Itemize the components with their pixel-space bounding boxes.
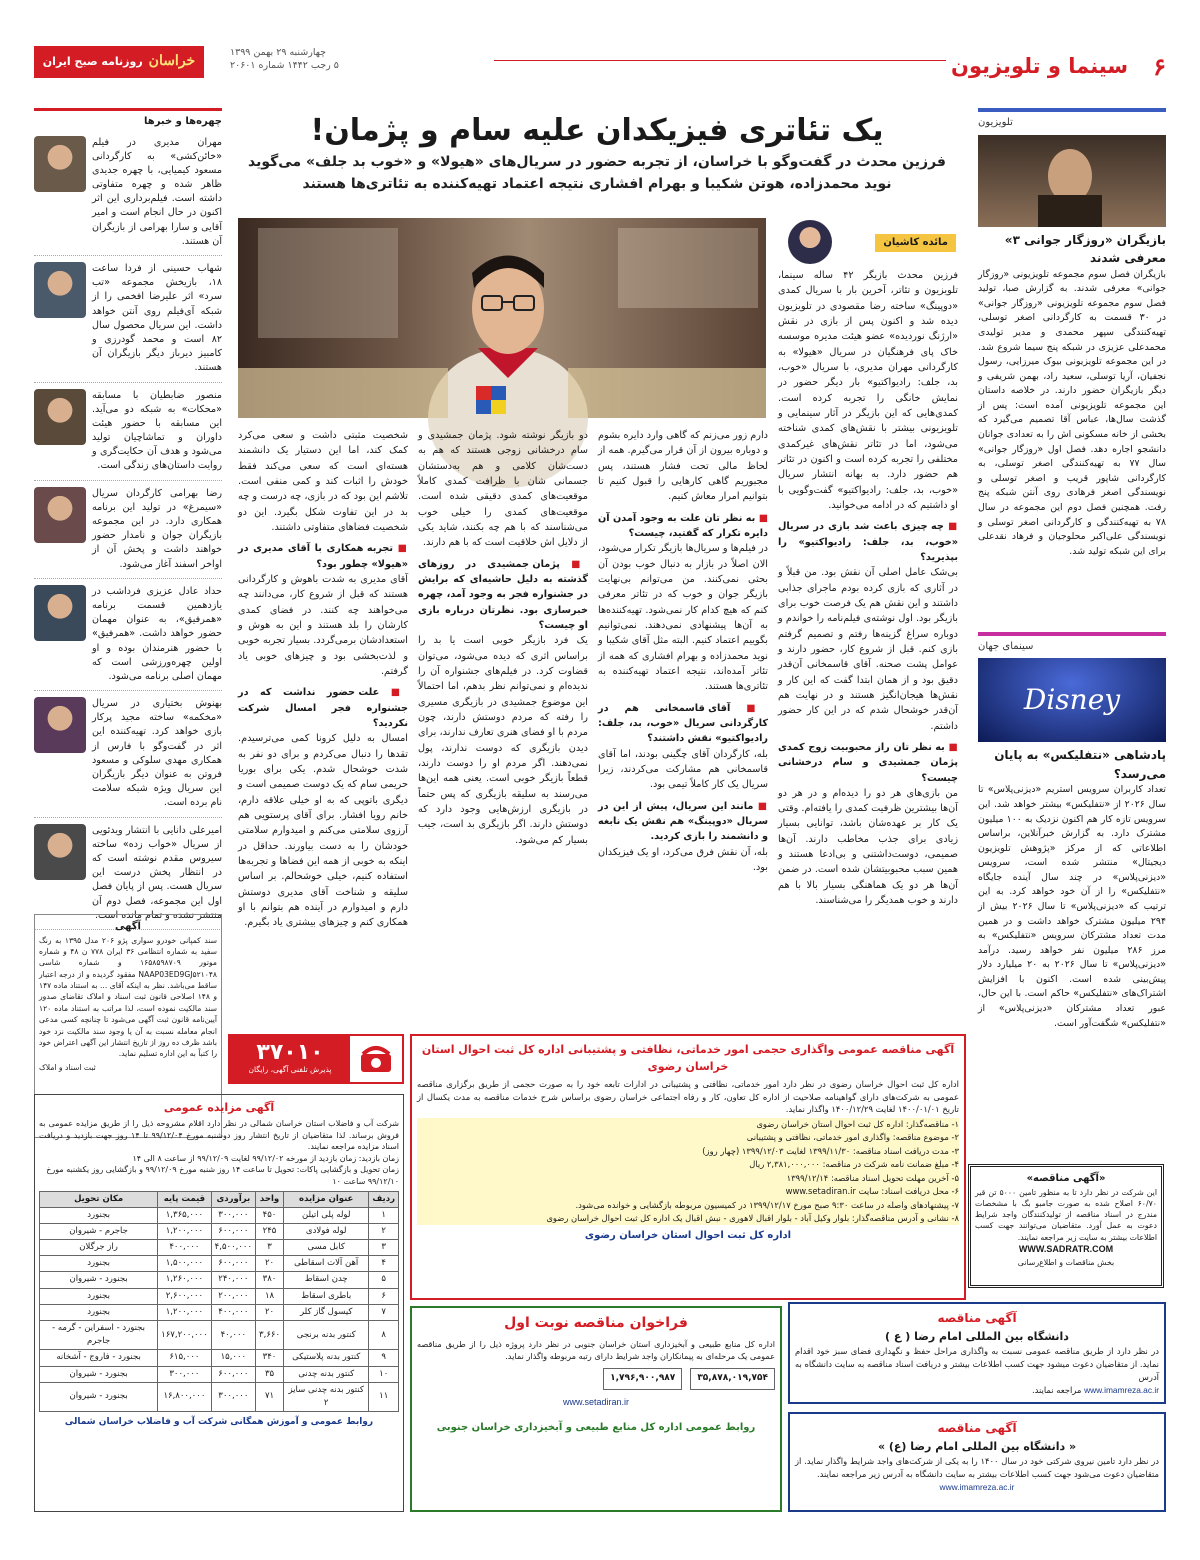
question-5: ■ مانند این سریال، پیش از این در سریال «دوپینگ» هم نقش یک نابغه و دانشمند را بازی کردید.	[598, 799, 768, 845]
author-avatar	[788, 220, 832, 264]
tender-item: ۵- آخرین مهلت تحویل اسناد مناقصه: ۱۳۹۹/۱۲/۱۴	[786, 1172, 959, 1183]
auction-visit: زمان بازدید: زمان بازدید از مورخه ۹۹/۱۲/۰۲ لغایت ۹۹/۱۲/۰۹ از ساعت ۸ الی ۱۴	[132, 1153, 399, 1163]
col3-text: دو بازیگر نوشته شود. پژمان جمشیدی و سام درخشانی زوجی هستند که هم به دست‌شان کلامی و هم به‌دستشان جسمانی شان با ظرافت کمدی کاملاً موقعیت‌های کمدی دقیقی شده است. موقعیت‌های کمدی را خیلی خوب می‌شناسند که با هم چه بکنند، شاید یکی از دلایل اش خلاقیت است که با هم دارند.	[418, 430, 588, 549]
lead-line-1: فرزین محدث در گفت‌وگو با خراسان، از تجربه حضور در سریال‌های «هیولا» و «خوب بد جلف» می‌گوید	[248, 154, 946, 170]
table-cell: ۲,۶۰۰,۰۰۰	[158, 1288, 212, 1304]
south-tender-amount-1: ۳۵,۸۷۸,۰۱۹,۷۵۴	[690, 1368, 775, 1390]
news-item	[34, 262, 222, 383]
table-cell: بجنورد - اسفراین - گرمه - جاجرم	[40, 1320, 158, 1349]
table-cell: ۱۸	[256, 1288, 284, 1304]
sidebar-heading: چهره‌ها و خبرها	[34, 108, 222, 130]
table-row	[40, 1288, 399, 1304]
auction-footer: روابط عمومی و آموزش همگانی شرکت آب و فاضلاب خراسان شمالی	[64, 1417, 374, 1428]
table-cell: لوله پلی اتیلن	[284, 1207, 369, 1223]
article-column-3	[418, 428, 588, 1008]
news-item-text: امیرعلی دانایی با انتشار ویدئویی از سریال «خواب زده» ساخته سیروس مقدم نوشته است که در انتظار پخش درست این سریال هست. پس از پایان فصل اول این مجموعه، فصل دوم آن منتشر نشده و تمام مانده است.	[92, 824, 222, 921]
table-cell: بجنورد	[40, 1207, 158, 1223]
world-cinema-title: پادشاهی «نتفلیکس» به پایان می‌رسد؟	[994, 748, 1166, 781]
table-cell: بجنورد	[40, 1256, 158, 1272]
university-tender-2	[788, 1412, 1166, 1512]
table-cell: کنتور بدنه برنجی	[284, 1320, 369, 1349]
table-cell: ۳۰۰,۰۰۰	[158, 1366, 212, 1382]
disney-logo-image	[978, 658, 1166, 742]
table-cell: ۱۵,۰۰۰	[211, 1350, 255, 1366]
question-1: ■ چه چیزی باعث شد بازی در سریال «خوب، بد، جلف: رادیواکتیو» را بپذیرید؟	[778, 519, 958, 565]
news-item-text: شهاب حسینی از فردا ساعت ۱۸، بازیخش مجموعه «تب سرد» اثر علیرضا افخمی را از شبکه آی‌فیلم روی آنتن خواهد داشت. این سریال محصول سال ۸۲ است و محمد گودرزی و کامبیز دیرباز دیگر بازیگران آن هستند.	[92, 263, 222, 374]
table-cell: بجنورد - شیروان	[40, 1382, 158, 1411]
question-6: ■ پژمان جمشیدی در روزهای گذشته به دلیل حاشیه‌ای که برایش در جشنواره فجر به وجود آمد، چهره خبرسازی بود. نظرتان درباره بازی او چیست؟	[418, 557, 588, 634]
table-cell: کابل مسی	[284, 1240, 369, 1256]
author-name: مائده کاشیان	[875, 234, 956, 252]
tv-news-text: بازیگران فصل سوم مجموعه تلویزیونی «روزگار جوانی» معرفی شدند. به گزارش صبا، تولید فصل سوم مجموعه تلویزیونی «روزگار جوانی» در ۳۰ قسمت به کارگردانی اصغر توسلی، تهیه‌کنندگی سپهر محمدی و مدیر تولیدی محمدعلی عزیزی در شبکه پنج سیما شروع شد. در این مجموعه تلویزیونی بیوک میرزایی، رسول نجفیان، آریا توسلی، سعید راد، بهمن شریفی و دیگر بازیگران حضور دارند. در خلاصه داستان این مجموعه تلویزیونی آمده است: پس از گذشت سال‌ها، عباس آقا تصمیم می‌گیرد که بخشی از خانه مسکونی اش را به تعدادی جوانان دانشجو اجاره دهد. فصل اول «روزگار جوانی» سال ۷۷ به تهیه‌کنندگی اصغر توسلی، به کارگردانی شاپور قریب و اصغر توسلی و نویسندگی اصغر فرهادی روی آنتن شبکه پنج رفت. همچنین فصل دوم این مجموعه در سال ۷۸ به تهیه‌کنندگی و کارگردانی اصغر توسلی و نویسندگی علی‌اکبر محلوجیان و فرهاد نقدعلی برای این شبکه تولید شد.	[978, 268, 1166, 557]
table-cell: بجنورد - شیروان	[40, 1272, 158, 1288]
newspaper-logo[interactable]	[34, 46, 204, 78]
phone-icon	[350, 1036, 402, 1082]
tender-main-footer: اداره کل ثبت احوال استان خراسان رضوی	[584, 1230, 792, 1242]
phone-number: ۳۷۰۱۰	[256, 1040, 324, 1066]
news-item-text: منصور ضابطیان با مسابقه «محکات» به شبکه دو می‌آید. این مسابقه با حضور هیئت داوران و تماشاچیان تولید می‌شود و هدف آن حکایت‌گری و روایت داستان‌های زندگی است.	[92, 389, 222, 472]
table-row	[40, 1240, 399, 1256]
tender-south-ad	[410, 1306, 782, 1512]
table-row	[40, 1382, 399, 1411]
question-4: ■ آقای قاسمخانی هم در کارگردانی سریال «خوب، بد، جلف: رادیواکتیو» نقش داشتند؟	[598, 701, 768, 747]
south-tender-body: اداره کل منابع طبیعی و آبخیزداری استان خراسان جنوبی در نظر دارد پروژه ذیل را از طریق مناقصه عمومی یک مرحله‌ای به پیمانکاران واجد شرایط دارای رتبه مربوطه واگذار نماید.	[417, 1338, 775, 1361]
phone-ad[interactable]	[228, 1034, 404, 1084]
table-cell: کنتور بدنه چدنی سایز ۲	[284, 1382, 369, 1411]
auction-delivery: زمان تحویل و بازگشایی پاکات: تحویل تا ساعت ۱۴ روز شنبه مورخ ۹۹/۱۲/۰۹ و بازگشایی روز یکشنبه مورخ ۹۹/۱۲/۱۰ ساعت ۱۰	[46, 1165, 399, 1187]
actor-illustration	[238, 218, 766, 418]
table-row	[40, 1223, 399, 1239]
news-item-text: بهنوش بختیاری در سریال «مخکمه» ساخته مجید پرکار بازی خواهد کرد. تهیه‌کننده این اثر در گفت‌وگو با فارس از همکاری مهدی سلوکی و مسعود فروتن به عنوان دیگر بازیگران این سریال ویژه شبکه سلامت نام برده است.	[92, 698, 222, 809]
left-sidebar	[34, 108, 222, 921]
table-cell: ۱,۲۰۰,۰۰۰	[158, 1223, 212, 1239]
tv-news-title: بازیگران «روزگار جوانی ۳» معرفی شدند	[1004, 232, 1166, 266]
phone-caption: پذیرش تلفنی آگهی، رایگان	[248, 1065, 332, 1075]
question-7: ■ تجربه همکاری با آقای مدیری در «هیولا» چطور بود؟	[238, 541, 408, 572]
small-tender-title: «آگهی مناقصه»	[1026, 1173, 1106, 1184]
table-cell: ۲۰	[256, 1304, 284, 1320]
answer-3: در فیلم‌ها و سریال‌ها بازیگر تکرار می‌شود، الان اصلاً در بازار به دنبال خوب بودن آن بحثی نمی‌کنند. من می‌توانم بی‌نهایت بازیگر جوان و خوب که در تئاتر معرفی کنم که هیچ کدام کار نمی‌شود. تهیه‌کننده‌ها به آن‌ها پیشنهادی نمی‌دهند. نمی‌توانیم بگوییم اعتماد کنیم. البته مثل آقای شکیبا و نوید محمدزاده و بهرام افشاری که همه از تئاتر آمده‌اند، نتیجه اعتماد تهیه‌کننده به تئاتری‌ها هستند.	[598, 543, 768, 693]
table-cell: راز جرگلان	[40, 1240, 158, 1256]
small-tender-footer: بخش مناقصات و اطلاع‌رسانی	[1017, 1257, 1115, 1267]
table-cell: بجنورد	[40, 1288, 158, 1304]
auction-table	[39, 1191, 399, 1412]
col2-text: دارم زور می‌زنم که گاهی وارد دایره بشوم و دوباره بیرون از آن قرار می‌گیرم. همه از لحاظ مالی تحت فشار هستند، پس مجبوریم گاهی کارهایی را قبول کنیم تا بتوانیم امرار معاش کنیم.	[598, 430, 768, 503]
table-cell: لوله فولادی	[284, 1223, 369, 1239]
table-cell: جاجرم - شیروان	[40, 1223, 158, 1239]
table-row	[40, 1304, 399, 1320]
answer-1: بی‌شک عامل اصلی آن نقش بود. من قبلاً و در آثاری که بازی کرده بودم ماجرای جذابی داشتند و این نقش هم یک فرصت خوب برای بازیگر بود. اول نوشته‌ی فیلم‌نامه را خواندم و دوباره سراغ گزینه‌ها رفتم و تصمیم گرفتم بازی کنم. قبل از شروع کار، حضور دارند و عوامل پشت صحنه. آقای قاسمخانی آن‌قدر دقیق بود و از همان ابتدا گفت که این کار و نقش‌ها هیجان‌انگیز هستند و در نهایت هم آن‌قدر خوشحال شدم که در این کار حضور داشتم.	[778, 567, 958, 732]
table-row	[40, 1366, 399, 1382]
auction-title: آگهی مزایده عمومی	[163, 1101, 275, 1114]
news-list	[34, 136, 222, 930]
table-row	[40, 1350, 399, 1366]
table-cell: ۴۵۰	[256, 1207, 284, 1223]
page-number: ۶	[1153, 52, 1166, 81]
table-cell: ۶۱۵,۰۰۰	[158, 1350, 212, 1366]
table-cell: ۳۰۰,۰۰۰	[211, 1207, 255, 1223]
date-line-2: ۵ رجب ۱۴۴۲ شماره ۲۰۶۰۱	[230, 60, 339, 72]
south-tender-amounts	[417, 1368, 775, 1390]
news-item-text: مهران مدیری در فیلم «خائن‌کشی» به کارگردانی مسعود کیمیایی، با چهره جدیدی ظاهر شده و چهره متفاوتی داشته است. فیلم‌برداری این اثر اکنون در حال انجام است و امیر آقایی و سارا بهرامی از بازیگران آن هستند.	[92, 136, 222, 247]
col4-text: شخصیت مثبتی داشت و سعی می‌کرد کمک کند، اما این دستیار یک دانشمند هسته‌ای است که سعی می‌کند فقط خودش را اثبات کند و کمی منفی است. تلاشم این بود که در بازی، چه درست و چه بد در این تفاوت شکل بگیرد. این دو شخصیت فضاهای متفاوتی داشتند.	[238, 430, 408, 533]
south-tender-amount-2: ۱,۷۹۶,۹۰۰,۹۸۷	[603, 1368, 682, 1390]
table-row	[40, 1256, 399, 1272]
small-tender-site[interactable]: WWW.SADRATR.COM	[1018, 1243, 1114, 1254]
uni2-title: آگهی مناقصه	[937, 1421, 1017, 1435]
article-headline	[236, 108, 958, 148]
table-cell: ۳۵	[256, 1366, 284, 1382]
notice-body: سند کمپانی خودرو سواری پژو ۲۰۶ مدل ۱۳۹۵ به رنگ سفید به شماره انتظامی ۳۶ ایران ۷۷۸ ن ۴۸ و شماره موتور ۱۶۵۸۵۹۸۷۰۹ و شماره شاسی NAAP03ED9GJ۵۲۱۰۴۸ مفقود گردیده و از درجه اعتبار ساقط می‌باشد. نظر به اینکه آقای ... به استناد ماده ۱۴۷ و ۱۴۸ اصلاحی قانون ثبت اسناد و املاک تقاضای صدور سند مالکیت نموده است، لذا مراتب به استناد ماده ۱۲۰ آیین‌نامه قانون ثبت آگهی می‌شود تا چنانچه کسی مدعی انجام معامله نسبت به آن یا وجود سند مالکیت نزد خود باشد ظرف ده روز از تاریخ انتشار این آگهی اعتراض خود را کتباً به این اداره تسلیم نماید.	[39, 935, 217, 1059]
uni2-body: در نظر دارد تامین نیروی شرکتی خود در سال ۱۴۰۰ را به یکی از شرکت‌های واجد شرایط واگذار نماید. از متقاضیان دعوت می‌شود جهت کسب اطلاعات بیشتر به سایت دانشگاه به آدرس زیر مراجعه نمایند.	[795, 1455, 1160, 1479]
table-row	[40, 1207, 399, 1223]
tv-section-head: تلویزیون	[978, 108, 1166, 131]
table-cell: چدن اسقاط	[284, 1272, 369, 1288]
tender-item: ۱- مناقصه‌گذار: اداره کل ثبت احوال استان خراسان رضوی	[756, 1118, 959, 1129]
world-cinema-head: سینمای جهان	[978, 632, 1166, 655]
table-cell: ۶۰۰,۰۰۰	[211, 1223, 255, 1239]
table-cell: ۱۶۷,۲۰۰,۰۰۰	[158, 1320, 212, 1349]
uni1-subtitle: دانشگاه بین المللی امام رضا ( ع )	[885, 1329, 1069, 1343]
answer-6: یک فرد بازیگر خوبی است یا بد را براساس اثری که دیده می‌شود، می‌توان قضاوت کرد. در فیلم‌های جشنواره آن را ندیده‌ام و نمی‌توانم نظر بدهم، اما احتمالاً این موضوع جمشیدی در بازیگری مسیری را رفته که مردم دوستش دارند، چون مردم با او فضای هنری تعارف ندارند، برای دیدن بازیگری که دوست ندارند، پول نمی‌دهند. اگر مردم او را دوست دارند، قطعاً بازیگر خوبی است. یعنی همه این‌ها می‌رسند به سلیقه بازیگری که پس حتماً در بازیگری ارزش‌هایی وجود دارد که دوستش دارند. اگر بازیگری بد است، جیب بسیار کم می‌شود.	[418, 635, 588, 846]
uni2-subtitle: « دانشگاه بین المللی امام رضا (ع) »	[877, 1439, 1077, 1453]
university-tender-1	[788, 1302, 1166, 1404]
table-cell: ۲۰	[256, 1256, 284, 1272]
table-cell: ۱,۳۶۵,۰۰۰	[158, 1207, 212, 1223]
tender-item: ۴- مبلغ ضمانت نامه شرکت در مناقصه: ۲,۳۸۱,۰۰۰,۰۰۰ ریال	[749, 1159, 959, 1170]
table-cell: ۳۰۰,۰۰۰	[211, 1382, 255, 1411]
news-item	[34, 585, 222, 691]
article-lead	[236, 152, 958, 195]
table-cell: ۳	[256, 1240, 284, 1256]
table-cell: ۴	[369, 1256, 399, 1272]
question-3: ■ به نظر تان علت به وجود آمدن آن دایره تکرار که گفتید، چیست؟	[598, 511, 768, 542]
disney-logo-text: Disney	[1023, 683, 1121, 717]
table-cell: ۳۴۰	[256, 1350, 284, 1366]
table-cell: ۲۴۵	[256, 1223, 284, 1239]
south-tender-site[interactable]: www.setadiran.ir	[562, 1397, 630, 1408]
date-line-1: چهارشنبه ۲۹ بهمن ۱۳۹۹	[230, 47, 326, 58]
lead-line-2: نوید محمدزاده، هوتن شکیبا و بهرام افشاری نتیجه اعتماد تهیه‌کننده به تئاتری‌ها هستند	[302, 175, 892, 192]
table-cell: ۶	[369, 1288, 399, 1304]
table-cell: ۷	[369, 1304, 399, 1320]
person-photo	[34, 487, 86, 543]
small-tender-body: این شرکت در نظر دارد تا به منظور تامین ۵۰۰۰ تن قیر ۶۰/۷۰ اصلاح شده به صورت جامبو بگ با مشخصات مندرج در اسناد مناقصه از تولیدکنندگان واجد شرایط دعوت به عمل آورد. متقاضیان می‌توانند جهت کسب اطلاعات بیشتر به سایت زیر مراجعه نمایند.	[975, 1187, 1157, 1242]
table-cell: ۱۶,۸۰۰,۰۰۰	[158, 1382, 212, 1411]
tender-items	[417, 1118, 959, 1226]
article-column-2	[598, 428, 768, 1008]
news-item	[34, 136, 222, 257]
table-cell: بجنورد - شیروان	[40, 1366, 158, 1382]
news-item	[34, 697, 222, 818]
answer-7: آقای مدیری به شدت باهوش و کارگردانی هستند که قبل از شروع کار، می‌دانند چه می‌خواهند چه کنند. در فضای کمدی کارشان را بلد هستند و این به هوش و استعدادشان برمی‌گردد. بسیار تجربه خوبی و لذت‌بخشی بود و چیزهای خوبی یاد گرفتم.	[238, 573, 408, 677]
logo-subtitle: روزنامه صبح ایران	[42, 55, 143, 69]
auction-body: شرکت آب و فاضلاب استان خراسان شمالی در نظر دارد اقلام مشروحه ذیل را از طریق مزایده عمومی به فروش برساند. لذا متقاضیان از تاریخ انتشار روز دوشنبه مورخ ۹۹/۱۲/۰۴ تا ۱۴ روز جهت بازدید و دریافت اسناد مزایده مراجعه نمایند.	[39, 1119, 399, 1152]
table-cell: کیسول گاز کلر	[284, 1304, 369, 1320]
table-cell: ۴۰,۰۰۰	[211, 1320, 255, 1349]
table-cell: ۱,۵۰۰,۰۰۰	[158, 1256, 212, 1272]
world-cinema-text: تعداد کاربران سرویس استریم «دیزنی‌پلاس» تا سال ۲۰۲۶ از «نتفلیکس» بیشتر خواهد شد. این سرویس تازه کار هم اکنون نزدیک به ۱۰۰ میلیون مشترک دارد. به گزارش خبرآنلاین، براساس اطلاعاتی که از مرکز «پژوهش تلویزیون دیجیتال» منتشر شده است، سرویس «دیزنی‌پلاس» در چند سال آینده جایگاه «نتفلیکس» را از آن خود خواهد کرد. به این ترتیب که «دیزنی‌پلاس» تا سال ۲۰۲۶ بیش از ۲۹۴ میلیون مشترک خواهد داشت و در همین مدت تعداد مشترکان سرویس «نتفلیکس» به مرز ۲۸۶ میلیون نفر خواهد رسید. درآمد «دیزنی‌پلاس» تا سال ۲۰۲۶ به ۲۰ میلیارد دلار پیش‌بینی شده است. اکنون با افزایش اشتراک‌های «نتفلیکس» حاکم است. با این حال، عبور تعداد مشترکان «دیزنی‌پلاس» از «نتفلیکس» شگفت‌آور است.	[978, 784, 1166, 1029]
article-column-1	[778, 268, 958, 1008]
table-cell: ۳۸۰	[256, 1272, 284, 1288]
table-cell: ۱,۲۰۰,۰۰۰	[158, 1304, 212, 1320]
uni1-end: مراجعه نمایند.	[1031, 1384, 1082, 1395]
table-cell: ۳	[369, 1240, 399, 1256]
table-cell: بجنورد	[40, 1304, 158, 1320]
issue-date	[230, 46, 360, 73]
tender-main-body: اداره کل ثبت احوال خراسان رضوی در نظر دارد امور خدماتی، نظافتی و پشتیبانی در ادارات تابعه خود را به صورت حجمی از طریق برگزاری مناقصه عمومی به شرکت‌های دارای گواهینامه صلاحیت از اداره کل تعاون، کار و رفاه اجتماعی خراسان رضوی براساس شرح خدمات مناقصه به مدت یکسال از تاریخ ۱۴۰۰/۰۱/۰۱ لغایت ۱۴۰۰/۱۲/۲۹ واگذار نماید.	[417, 1079, 959, 1115]
table-cell: ۲۰۰,۰۰۰	[211, 1288, 255, 1304]
table-cell: ۴۰۰,۰۰۰	[211, 1304, 255, 1320]
south-tender-title: فراخوان مناقصه نوبت اول	[504, 1315, 688, 1331]
person-photo	[34, 824, 86, 880]
tender-item: ۳- مدت دریافت اسناد مناقصه: ۱۳۹۹/۱۱/۳۰ لغایت ۱۳۹۹/۱۲/۰۳ (چهار روز)	[702, 1145, 959, 1156]
answer-5: بله، آن نقش فرق می‌کرد، او یک فیزیکدان بود.	[598, 846, 768, 873]
auction-table-head	[40, 1191, 399, 1207]
headline-text: یک تئاتری فیزیکدان علیه سام و پژمان!	[310, 113, 884, 148]
auction-column-header: واحد	[256, 1191, 284, 1207]
news-item-text: رضا بهرامی کارگردان سریال «سیمرغ» در تولید این برنامه همکاری دارد. در این مجموعه بازیگران جوان و نامدار حضور خواهند داشت و پخش آن از اواخر اسفند آغاز می‌شود.	[92, 487, 222, 570]
question-2: ■ به نظر تان راز محبوبیت زوج کمدی پژمان جمشیدی و سام درخشانی چیست؟	[778, 740, 958, 786]
tender-main-title: آگهی مناقصه عمومی واگذاری حجمی امور خدماتی، نظافتی و پشتیبانی اداره کل ثبت احوال استان خراسان رضوی	[421, 1043, 955, 1074]
tender-item: ۸- نشانی و آدرس مناقصه‌گذار: بلوار وکیل آباد - بلوار اقبال لاهوری - نبش اقبال یک اداره کل ثبت احوال خراسان رضوی	[546, 1212, 959, 1223]
article-intro: فرزین محدث بازیگر ۴۲ ساله سینما، تلویزیون و تئاتر، آخرین بار با سریال کمدی «دوپینگ» ساخته رضا مقصودی در تلویزیون دیده شد و اکنون پس از بازی در نقش «ارژنگ نوردیده» عضو هیئت مدیره موسسه خاک پای فرهنگیان در سریال «هیولا» به کارگردانی مهران مدیری، با سریال «خوب، بد، جلف: رادیواکتیو» بار دیگر حضور در نمایش خانگی را تجربه کرده است. کمدی‌هایی که این بازیگر در آثار سینمایی و تلویزیونی بیشتر با نقش‌های کمدی شناخته می‌شود، اما در تئاتر نقش‌های غیرکمدی مختلفی را تجربه کرده است و اکنون در تئاتر هم حضور دارد. به بهانه انتشار سریال «خوب، بد، جلف: رادیواکتیو» گفت‌وگویی با او داشتیم که در ادامه می‌خوانید.	[778, 270, 958, 511]
table-row	[40, 1320, 399, 1349]
table-cell: ۹	[369, 1350, 399, 1366]
table-cell: ۲۴۰,۰۰۰	[211, 1272, 255, 1288]
notice-title: آگهی	[115, 921, 141, 932]
uni2-site-link[interactable]: www.imamreza.ac.ir	[939, 1481, 1015, 1492]
header-rule	[494, 60, 946, 61]
table-cell: ۳,۶۶۰	[256, 1320, 284, 1349]
table-cell: ۱۰	[369, 1366, 399, 1382]
article-column-4	[238, 428, 408, 1008]
person-photo	[34, 262, 86, 318]
table-cell: بجنورد - فاروج - آشخانه	[40, 1350, 158, 1366]
answer-2: من بازی‌های هر دو را دیده‌ام و در هر دو آن‌ها بیشترین ظرفیت کمدی را یافته‌ام. وقتی یک کار بر عهده‌شان باشد، توانایی بسیار زیادی برای جذب مخاطب دارند. آن‌ها صمیمی، دوست‌داشتنی و بی‌ادعا هستند و همین سبب محبوبیتشان شده است. در ضمن آن‌ها هر دو یک هماهنگی بسیار بالا با هم دارند و خوب همدیگر را می‌شناسند.	[778, 787, 958, 907]
question-8: ■ علت حضور نداشت که در جشنواره فجر امسال شرکت نکردید؟	[238, 685, 408, 731]
uni1-site-link[interactable]: www.imamreza.ac.ir	[1084, 1384, 1159, 1395]
table-cell: آهن آلات اسقاطی	[284, 1256, 369, 1272]
table-cell: ۶۰۰,۰۰۰	[211, 1366, 255, 1382]
table-cell: ۱,۲۶۰,۰۰۰	[158, 1272, 212, 1288]
logo-brand: خراسان	[148, 53, 196, 70]
person-photo	[34, 136, 86, 192]
auction-column-header: قیمت پایه	[158, 1191, 212, 1207]
auction-table-body	[40, 1207, 399, 1411]
uni1-title: آگهی مناقصه	[937, 1311, 1017, 1325]
tender-item: ۷- پیشنهادهای واصله در ساعت ۹:۳۰ صبح مورخ ۱۳۹۹/۱۲/۱۷ در کمیسیون مربوطه بازگشایی و خوانده می‌شود.	[575, 1199, 959, 1210]
page-header	[34, 46, 1166, 81]
auction-column-header: برآوردی	[211, 1191, 255, 1207]
phone-ad-box	[230, 1036, 350, 1082]
answer-8: امسال به دلیل کرونا کمی می‌ترسیدم. تقدها را دنبال می‌کردم و برای دو نفر به شدت خوشحال شدم. یکی برای بوریا حریمی سام که یک دوست صمیمی است و دیگری باتوپی که به او خیلی علاقه دارم، خانم رویا افشار. برای آقای پرستویی هم آرزوی سلامتی می‌کنم و امیدوارم سلامتی خودشان را به دست بیاورند. حداقل در اینکه به خوبی از همه این فضاها و تجربه‌ها استفاده کنیم، خیلی خوشحالم. بر اساس سلیقه و شناخت آقای مدیری دوستش دارم و امیدوارم در آینده هم بتوانم با او همکاری کنم و چیزهای بیشتری یاد بگیرم.	[238, 733, 408, 929]
tender-notice-small	[968, 1164, 1164, 1288]
notice-footer: ثبت اسناد و املاک	[39, 1062, 96, 1072]
table-cell: باطری اسقاط	[284, 1288, 369, 1304]
news-item-text: حداد عادل عزیزی فرداشب در یازدهمین قسمت برنامه «همرفیق»، به عنوان مهمان حضور خواهد داشت. «همرفیق» با حضور هنرمندان بوده و او اولین چهره‌ورزشی است که مهمان اصلی برنامه می‌شود.	[92, 585, 222, 682]
table-cell: کنتور بدنه پلاستیکی	[284, 1350, 369, 1366]
person-photo	[34, 697, 86, 753]
table-cell: ۶۰۰,۰۰۰	[211, 1256, 255, 1272]
news-item	[34, 487, 222, 579]
tv-photo	[978, 135, 1166, 227]
table-cell: ۵	[369, 1272, 399, 1288]
auction-column-header: مکان تحویل	[40, 1191, 158, 1207]
section-title: سینما و تلویزیون	[951, 54, 1128, 78]
table-cell: کنتور بدنه چدنی	[284, 1366, 369, 1382]
table-cell: ۲	[369, 1223, 399, 1239]
table-cell: ۷۱	[256, 1382, 284, 1411]
uni1-body: در نظر دارد از طریق مناقصه عمومی نسبت به واگذاری مراحل حفظ و نگهداری فضای سبز خود اقدام نماید. از متقاضیان دعوت میشود جهت کسب اطلاعات بیشتر و دریافت اسناد مناقصه به سایت دانشگاه به آدرس	[795, 1345, 1159, 1382]
author-box	[780, 220, 956, 264]
table-cell: ۱	[369, 1207, 399, 1223]
person-photo	[34, 585, 86, 641]
table-cell: ۴۰۰,۰۰۰	[158, 1240, 212, 1256]
table-row	[40, 1272, 399, 1288]
tender-item: ۲- موضوع مناقصه: واگذاری امور خدماتی، نظافتی و پشتیبانی	[746, 1132, 959, 1143]
table-cell: ۴,۵۰۰,۰۰۰	[211, 1240, 255, 1256]
auction-column-header: عنوان مزایده	[284, 1191, 369, 1207]
news-item	[34, 389, 222, 481]
south-tender-footer: روابط عمومی اداره کل منابع طبیعی و آبخیزداری خراسان جنوبی	[436, 1422, 756, 1434]
tender-item: ۶- محل دریافت اسناد: سایت www.setadiran.ir	[785, 1186, 959, 1197]
table-cell: ۱۱	[369, 1382, 399, 1411]
person-photo	[34, 389, 86, 445]
answer-4: بله، کارگردان آقای چگینی بودند، اما آقای قاسمخانی هم مشارکت می‌کردند، زیرا سریال یک کار کاملاً تیمی بود.	[598, 748, 768, 791]
auction-column-header: ردیف	[369, 1191, 399, 1207]
auction-ad	[34, 1094, 404, 1512]
tender-main-ad	[410, 1034, 966, 1300]
article-photo	[238, 218, 766, 418]
right-sidebar	[978, 108, 1166, 1029]
table-cell: ۸	[369, 1320, 399, 1349]
